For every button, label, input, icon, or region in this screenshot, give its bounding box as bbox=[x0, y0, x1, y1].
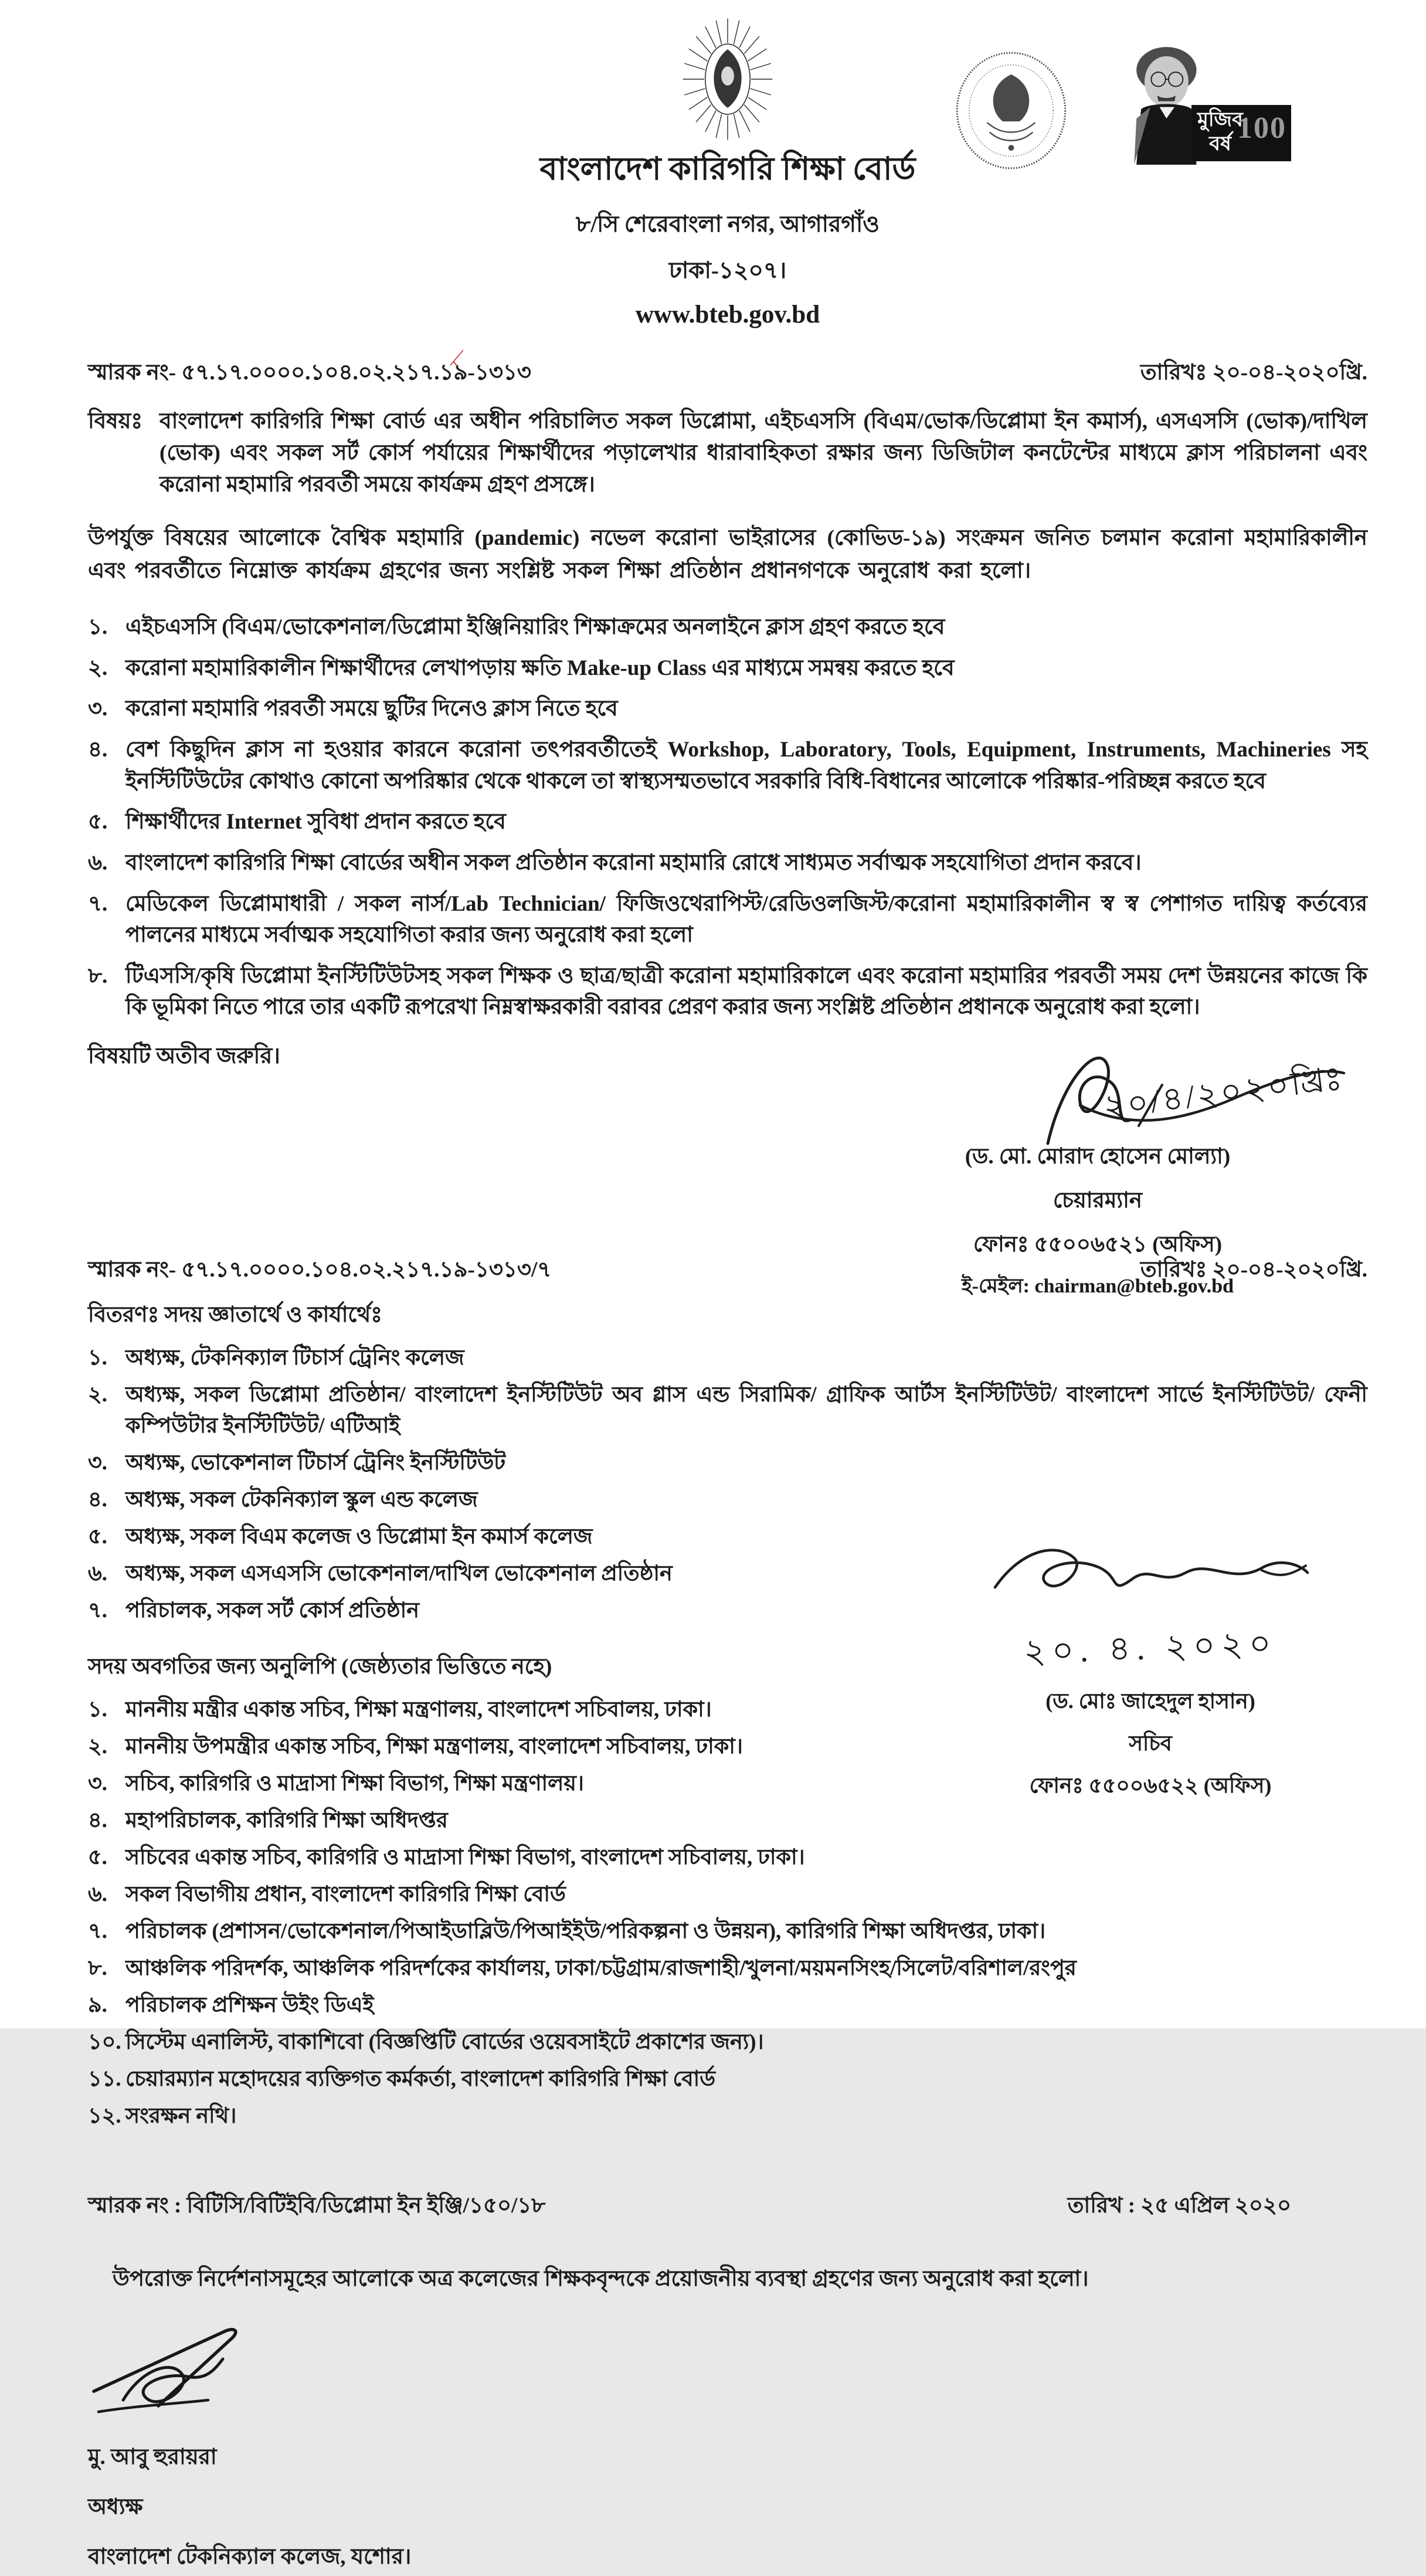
directive-list bbox=[88, 612, 1367, 1023]
mujib-100-wordmark bbox=[1191, 105, 1291, 161]
item-text: অধ্যক্ষ, সকল টেকনিক্যাল স্কুল এন্ড কলেজ bbox=[125, 1486, 478, 1511]
org-name: বাংলাদেশ কারিগরি শিক্ষা বোর্ড bbox=[539, 151, 916, 186]
item-text: মেডিকেল ডিপ্লোমাধারী / সকল নার্স/Lab Technician/ ফিজিওথেরাপিস্ট/রেডিওলজিস্ট/করোনা মহামারিকালীন স্ব স্ব পেশাগত দায়িত্ব কর্তব্যের পালনের মাধ্যমে সর্বাত্মক সহযোগিতা করার জন্য অনুরোধ করা হলো bbox=[125, 891, 1367, 948]
item-text: অধ্যক্ষ, সকল এসএসসি ভোকেশনাল/দাখিল ভোকেশনাল প্রতিষ্ঠান bbox=[125, 1560, 673, 1585]
item-number: ১. bbox=[88, 615, 108, 640]
item-text: টিএসসি/কৃষি ডিপ্লোমা ইনস্টিটিউটসহ সকল শিক্ষক ও ছাত্র/ছাত্রী করোনা মহামারিকালে এবং করোনা মহামারির পরবর্তী সময় দেশ উন্নয়নের কাজে কি কি ভূমিকা নিতে পারে তার একটি রূপরেখা নিম্নস্বাক্ষরকারী বরাবর প্রেরণ করার জন্য সংশ্লিষ্ট প্রতিষ্ঠান প্রধানকে অনুরোধ করা হলো। bbox=[125, 963, 1367, 1020]
urgent-note: বিষয়টি অতীব জরুরি। bbox=[88, 1044, 280, 1069]
cc-item bbox=[88, 2063, 1367, 2095]
memo-number: স্মারক নং- ৫৭.১৭.০০০০.১০৪.০২.২১৭.১৯-১৩১৩/৭ bbox=[88, 1258, 552, 1282]
item-number: ১. bbox=[88, 1345, 107, 1370]
item-text: অধ্যক্ষ, সকল বিএম কলেজ ও ডিপ্লোমা ইন কমার্স কলেজ bbox=[125, 1523, 593, 1548]
item-number: ২. bbox=[88, 1382, 107, 1407]
item-number: ৫. bbox=[88, 810, 108, 834]
item-number: ৮. bbox=[88, 1955, 107, 1980]
item-number: ৭. bbox=[88, 891, 108, 916]
memo-line-3 bbox=[88, 2188, 1367, 2225]
bteb-starburst-seal-icon bbox=[672, 15, 783, 143]
item-number: ৩. bbox=[88, 1771, 107, 1796]
item-number: ৬. bbox=[88, 850, 108, 875]
chairman-designation: চেয়ারম্যান bbox=[1053, 1189, 1142, 1213]
item-text: অধ্যক্ষ, ভোকেশনাল টিচার্স ট্রেনিং ইনস্টিটিউট bbox=[125, 1450, 506, 1474]
directive-item bbox=[88, 653, 1367, 684]
item-number: ৭. bbox=[88, 1919, 107, 1943]
item-text: চেয়ারম্যান মহোদয়ের ব্যক্তিগত কর্মকর্তা, বাংলাদেশ কারিগরি শিক্ষা বোর্ড bbox=[125, 2066, 716, 2090]
principal-institute: বাংলাদেশ টেকনিক্যাল কলেজ, যশোর। bbox=[88, 2544, 412, 2569]
secretary-name: (ড. মোঃ জাহেদুল হাসান) bbox=[1045, 1689, 1255, 1713]
cc-item bbox=[88, 1842, 1367, 1873]
item-text: সিস্টেম এনালিস্ট, বাকাশিবো (বিজ্ঞপ্তিটি বোর্ডের ওয়েবসাইটে প্রকাশের জন্য)। bbox=[125, 2029, 764, 2054]
mujib-word-2: বর্ষ bbox=[1209, 133, 1231, 155]
memo-number: স্মারক নং- ৫৭.১৭.০০০০.১০৪.০২.২১৭.১৯-১৩১৩ bbox=[88, 361, 531, 385]
principal-designation: অধ্যক্ষ bbox=[88, 2494, 143, 2519]
distribution-item bbox=[88, 1484, 1367, 1515]
item-number: ২. bbox=[88, 656, 108, 680]
item-number: ১. bbox=[88, 1697, 107, 1722]
secretary-designation: সচিব bbox=[1129, 1732, 1172, 1755]
cc-heading: সদয় অবগতির জন্য অনুলিপি (জেষ্ঠ্যতার ভিত্তিতে নহে) bbox=[88, 1655, 552, 1679]
item-number: ৭. bbox=[88, 1597, 107, 1622]
cc-item bbox=[88, 1990, 1367, 2021]
item-text: সচিব, কারিগরি ও মাদ্রাসা শিক্ষা বিভাগ, শিক্ষা মন্ত্রণালয়। bbox=[125, 1771, 584, 1796]
principal-name: মু. আবু হুরায়রা bbox=[88, 2445, 217, 2469]
subject-block bbox=[88, 406, 1367, 501]
item-number: ৫. bbox=[88, 1845, 107, 1869]
item-number: ৮. bbox=[88, 963, 108, 988]
item-number: ২. bbox=[88, 1734, 107, 1759]
item-number: ৪. bbox=[88, 737, 108, 762]
intro-paragraph: উপর্যুক্ত বিষয়ের আলোকে বৈশ্বিক মহামারি (pandemic) নভেল করোনা ভাইরাসের (কোভিড-১৯) সংক্রমন জনিত চলমান করোনা মহামারিকালীন এবং পরবর্তীতে নিম্নোক্ত কার্যক্রম গ্রহণের জন্য সংশ্লিষ্ট সকল শিক্ষা প্রতিষ্ঠান প্রধানগণকে অনুরোধ করা হলো। bbox=[88, 526, 1367, 583]
item-text: এইচএসসি (বিএম/ভোকেশনাল/ডিপ্লোমা ইঞ্জিনিয়ারিং শিক্ষাক্রমের অনলাইনে ক্লাস গ্রহণ করতে হবে bbox=[125, 615, 945, 640]
item-number: ৪. bbox=[88, 1808, 107, 1832]
item-text: করোনা মহামারিকালীন শিক্ষার্থীদের লেখাপড়ায় ক্ষতি Make-up Class এর মাধ্যমে সমন্বয় করতে হবে bbox=[125, 656, 955, 680]
distribution-item bbox=[88, 1447, 1367, 1478]
distribution-item bbox=[88, 1379, 1367, 1441]
memo-date: তারিখঃ ২০-০৪-২০২০খ্রি. bbox=[1140, 361, 1367, 385]
item-number: ৬. bbox=[88, 1560, 107, 1585]
item-number: ৫. bbox=[88, 1523, 107, 1548]
cc-item bbox=[88, 1805, 1367, 1836]
directive-item bbox=[88, 693, 1367, 725]
memo-date: তারিখ : ২৫ এপ্রিল ২০২০ bbox=[1067, 2193, 1291, 2218]
item-number: ৩. bbox=[88, 1450, 107, 1474]
memo-number: স্মারক নং : বিটিসি/বিটিইবি/ডিপ্লোমা ইন ইঞ্জি/১৫০/১৮ bbox=[88, 2193, 546, 2218]
mujib-100-logo bbox=[1106, 39, 1291, 171]
item-text: মাননীয় মন্ত্রীর একান্ত সচিব, শিক্ষা মন্ত্রণালয়, বাংলাদেশ সচিবালয়, ঢাকা। bbox=[125, 1697, 712, 1722]
item-text: পরিচালক প্রশিক্ষন উইং ডিএই bbox=[125, 1992, 374, 2017]
item-text: শিক্ষার্থীদের Internet সুবিধা প্রদান করতে হবে bbox=[125, 810, 506, 834]
org-address: ৮/সি শেরেবাংলা নগর, আগারগাঁও bbox=[576, 212, 880, 237]
item-text: মাননীয় উপমন্ত্রীর একান্ত সচিব, শিক্ষা মন্ত্রণালয়, বাংলাদেশ সচিবালয়, ঢাকা। bbox=[125, 1734, 743, 1759]
item-text: মহাপরিচালক, কারিগরি শিক্ষা অধিদপ্তর bbox=[125, 1808, 448, 1832]
memo-date: তারিখঃ ২০-০৪-২০২০খ্রি. bbox=[1140, 1258, 1367, 1282]
item-text: সকল বিভাগীয় প্রধান, বাংলাদেশ কারিগরি শিক্ষা বোর্ড bbox=[125, 1882, 566, 1906]
item-number: ১১. bbox=[88, 2066, 121, 2090]
item-number: ১২. bbox=[88, 2103, 121, 2127]
cc-item bbox=[88, 2027, 1367, 2058]
secretary-phone: ফোনঃ ৫৫০০৬৫২২ (অফিস) bbox=[1029, 1774, 1272, 1797]
distribution-item bbox=[88, 1342, 1367, 1373]
directive-item bbox=[88, 888, 1367, 951]
board-round-emblem-icon bbox=[951, 47, 1071, 174]
chairman-info bbox=[863, 1132, 1332, 1304]
cc-item bbox=[88, 2100, 1367, 2132]
principal-signature-block bbox=[88, 2318, 1367, 2576]
distribution-heading: বিতরণঃ সদয় জ্ঞাতার্থে ও কার্যার্থেঃ bbox=[88, 1303, 382, 1328]
forward-note: উপরোক্ত নির্দেশনাসমূহের আলোকে অত্র কলেজের শিক্ষকবৃন্দকে প্রয়োজনীয় ব্যবস্থা গ্রহণের জন্য অনুরোধ করা হলো। bbox=[113, 2266, 1089, 2291]
directive-item bbox=[88, 734, 1367, 797]
item-number: ৬. bbox=[88, 1882, 107, 1906]
directive-item bbox=[88, 806, 1367, 838]
item-text: অধ্যক্ষ, সকল ডিপ্লোমা প্রতিষ্ঠান/ বাংলাদেশ ইনস্টিটিউট অব গ্লাস এন্ড সিরামিক/ গ্রাফিক আর্টস ইনস্টিটিউট/ বাংলাদেশ সার্ভে ইনস্টিটিউট/ ফেনী কম্পিউটার ইনস্টিটিউট/ এটিআই bbox=[125, 1382, 1367, 1437]
subject-label: বিষয়ঃ bbox=[88, 409, 143, 433]
chairman-phone: ফোনঃ ৫৫০০৬৫২১ (অফিস) bbox=[973, 1233, 1223, 1257]
item-text: অধ্যক্ষ, টেকনিক্যাল টিচার্স ট্রেনিং কলেজ bbox=[125, 1345, 464, 1370]
cc-item bbox=[88, 1879, 1367, 1910]
principal-signature bbox=[88, 2318, 1367, 2426]
cc-item bbox=[88, 1916, 1367, 1947]
letterhead bbox=[88, 15, 1367, 329]
item-text: পরিচালক, সকল সর্ট কোর্স প্রতিষ্ঠান bbox=[125, 1597, 420, 1622]
item-number: ৪. bbox=[88, 1486, 107, 1511]
item-text: সংরক্ষন নথি। bbox=[125, 2103, 237, 2127]
subject-text: বাংলাদেশ কারিগরি শিক্ষা বোর্ড এর অধীন পরিচালিত সকল ডিপ্লোমা, এইচএসসি (বিএম/ভোক/ডিপ্লোমা ইন কমার্স), এসএসসি (ভোক)/দাখিল (ভোক) এবং সকল সর্ট কোর্স পর্যায়ের শিক্ষার্থীদের পড়ালেখার ধারাবাহিকতা রক্ষার জন্য ডিজিটাল কনটেন্টের মাধ্যমে ক্লাস পরিচালনা এবং করোনা মহামারি পরবর্তী সময়ে কার্যক্রম গ্রহণ প্রসঙ্গে। bbox=[159, 409, 1367, 497]
item-text: বাংলাদেশ কারিগরি শিক্ষা বোর্ডের অধীন সকল প্রতিষ্ঠান করোনা মহামারি রোধে সাধ্যমত সর্বাত্মক সহযোগিতা প্রদান করবে। bbox=[125, 850, 1142, 875]
item-text: আঞ্চলিক পরিদর্শক, আঞ্চলিক পরিদর্শকের কার্যালয়, ঢাকা/চট্টগ্রাম/রাজশাহী/খুলনা/ময়মনসিংহ/সিলেট/বরিশাল/রংপুর bbox=[125, 1955, 1077, 1980]
chairman-handwritten-date: ২০/৪/২০২০খ্রিঃ bbox=[1101, 1060, 1346, 1126]
directive-item bbox=[88, 612, 1367, 643]
item-number: ৯. bbox=[88, 1992, 107, 2017]
secretary-handwritten-date: ২০. ৪. ২০২০ bbox=[1023, 1624, 1278, 1671]
chairman-email: ই-মেইল: chairman@bteb.gov.bd bbox=[961, 1275, 1234, 1298]
secretary-signature bbox=[922, 1532, 1379, 1625]
org-city: ঢাকা-১২০৭। bbox=[668, 258, 787, 283]
item-text: সচিবের একান্ত সচিব, কারিগরি ও মাদ্রাসা শিক্ষা বিভাগ, বাংলাদেশ সচিবালয়, ঢাকা। bbox=[125, 1845, 805, 1869]
directive-item bbox=[88, 961, 1367, 1023]
item-text: করোনা মহামারি পরবর্তী সময়ে ছুটির দিনেও ক্লাস নিতে হবে bbox=[125, 697, 618, 721]
mujib-100-number: 100 bbox=[1237, 111, 1286, 145]
item-text: বেশ কিছুদিন ক্লাস না হওয়ার কারনে করোনা তৎপরবর্তীতেই Workshop, Laboratory, Tools, Equipment, Instruments, Machineries সহ ইনস্টিটিউটের কোথাও কোনো অপরিষ্কার থেকে থাকলে তা স্বাস্থ্যসম্মতভাবে সরকারি বিধি-বিধানের আলোকে পরিষ্কার-পরিচ্ছন্ন করতে হবে bbox=[125, 737, 1367, 793]
secretary-signature-block bbox=[922, 1532, 1379, 1805]
directive-item bbox=[88, 847, 1367, 879]
cc-item bbox=[88, 1953, 1367, 1984]
red-check-mark bbox=[446, 347, 469, 376]
org-website: www.bteb.gov.bd bbox=[635, 301, 820, 328]
mujib-word-1: মুজিব bbox=[1197, 109, 1243, 131]
item-number: ৩. bbox=[88, 697, 108, 721]
chairman-name: (ড. মো. মোরাদ হোসেন মোল্যা) bbox=[965, 1145, 1231, 1169]
memo-line-1 bbox=[88, 355, 1367, 392]
item-number: ১০. bbox=[88, 2029, 121, 2054]
item-text: পরিচালক (প্রশাসন/ভোকেশনাল/পিআইডাব্লিউ/পিআইইউ/পরিকল্পনা ও উন্নয়ন), কারিগরি শিক্ষা অধিদপ্তর, ঢাকা। bbox=[125, 1919, 1046, 1943]
